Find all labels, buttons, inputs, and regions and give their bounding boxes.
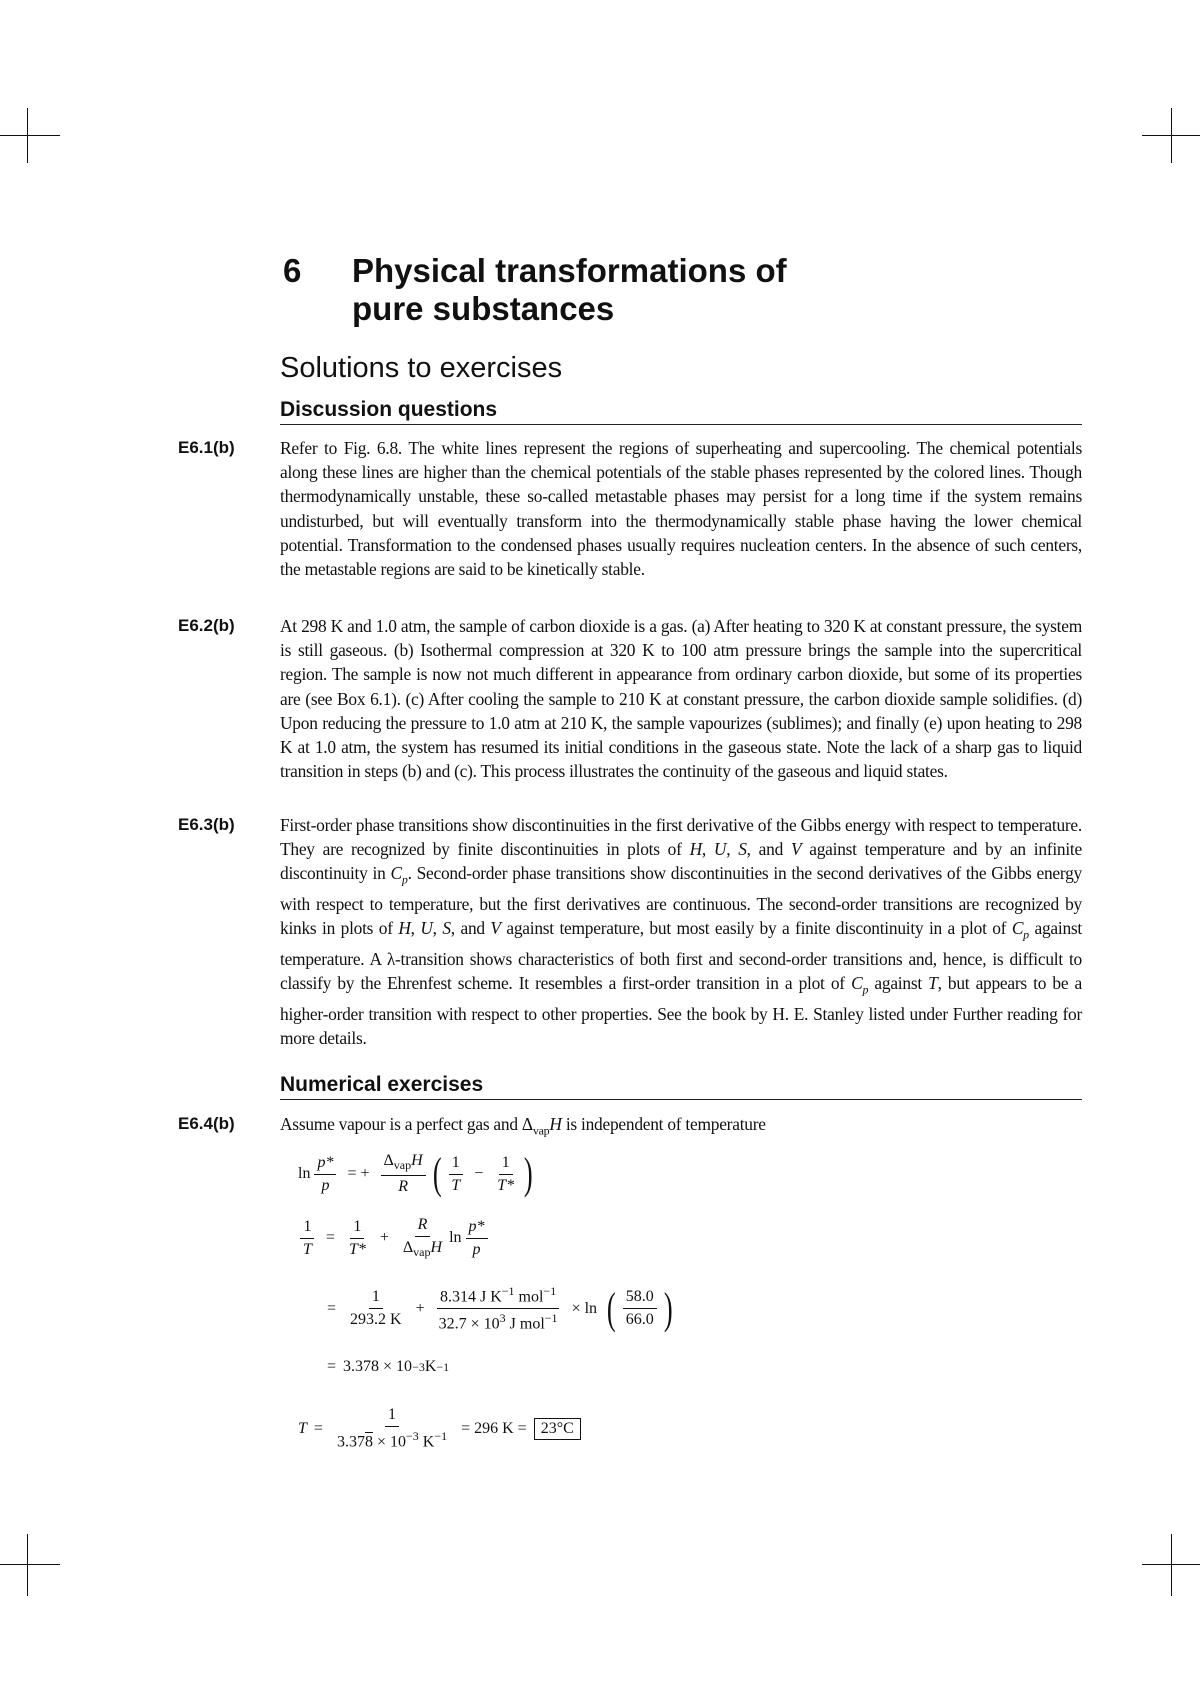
chapter-title-line-2: pure substances: [352, 290, 615, 327]
exercise-label: E6.2(b): [178, 616, 235, 635]
chapter-title: [352, 252, 912, 328]
boxed-answer: 23°C: [534, 1418, 581, 1440]
crop-mark-top-left: [0, 108, 110, 218]
discussion-questions-heading: Discussion questions: [280, 398, 1082, 425]
chapter-title-line-1: Physical transformations of: [352, 252, 787, 289]
crop-mark-bottom-left: [0, 1534, 110, 1644]
exercise-text: Refer to Fig. 6.8. The white lines represent the regions of superheating and supercooling. The chemical potentials along these lines are higher than the chemical potentials of the stable phases represented by the colored lines. Though thermodynamically unstable, these so-called metastable phases may persist for a long time if the system remains undisturbed, but will eventually transform into the thermodynamically stable phase having the lower chemical potential. Transformation to the condensed phases usually requires nucleation centers. In the absence of such centers, the metastable regions are said to be kinetically stable.: [280, 438, 1082, 580]
exercise-text: At 298 K and 1.0 atm, the sample of carbon dioxide is a gas. (a) After heating to 320 K at constant pressure, the system is still gaseous. (b) Isothermal compression at 320 K to 100 atm pressure brings the sample into the supercritical region. The sample is now not much different in appearance from ordinary carbon dioxide, but some of its properties are (see Box 6.1). (c) After cooling the sample to 210 K at constant pressure, the carbon dioxide sample solidifies. (d) Upon reducing the pressure to 1.0 atm at 210 K, the sample vapourizes (sublimes); and finally (e) upon heating to 298 K at 1.0 atm, the system has resumed its initial conditions in the gaseous state. Note the lack of a sharp gas to liquid transition in steps (b) and (c). This process illustrates the continuity of the gaseous and liquid states.: [280, 616, 1082, 782]
crop-mark-top-right: [1142, 108, 1200, 218]
equation-3: = $\frac{1}{293.2 K}$ + $\frac{8.314 J K^{-1} mol^{-1}}{32.7 \times 10^3 J mol^{-1}}$ × ln ( $\frac{58.0}{66.0}$ ): [327, 1283, 673, 1333]
equation-4: = 3.378 × 10 −3 K −1: [327, 1358, 450, 1375]
exercise-text: Assume vapour is a perfect gas and $\Delta_{vap}H$ is independent of temperature: [280, 1114, 766, 1138]
crop-mark-bottom-right: [1142, 1534, 1200, 1644]
equation-2: $\frac{1}{T}$ = $\frac{1}{T*}$ + $\frac{R}{\Delta_{vap}H}$ ln $\frac{p*}{p}$: [296, 1216, 492, 1260]
solutions-heading: Solutions to exercises: [280, 352, 563, 384]
exercise-label: E6.3(b): [178, 815, 235, 834]
exercise-label: E6.1(b): [178, 438, 235, 457]
equation-1: ln $\frac{p*}{p}$ = + $\frac{\Delta_{vap}H}{R}$ ( $\frac{1}{T}$ − $\frac{1}{T*}$ ): [298, 1149, 533, 1199]
equation-5: T = $\frac{1}{3.378 \times 10^{-3} K^{-1}}$ = 296 K = 23°C: [298, 1406, 581, 1451]
exercise-label: E6.4(b): [178, 1114, 235, 1133]
exercise-text: First-order phase transitions show discontinuities in the first derivative of the Gibbs energy with respect to temperature. They are recognized by finite discontinuities in plots of H, U, S, and V against temperature and by an infinite discontinuity in $C_p$. Second-order phase transitions show discontinuities in the second derivatives of the Gibbs energy with respect to temperature, but the first derivatives are continuous. The second-order transitions are recognized by kinks in plots of H, U, S, and V against temperature, but most easily by a finite discontinuity in a plot of $C_p$ against temperature. A λ-transition shows characteristics of both first and second-order transitions and, hence, is difficult to classify by the Ehrenfest scheme. It resembles a first-order transition in a plot of $C_p$ against T, but appears to be a higher-order transition with respect to other properties. See the book by H. E. Stanley listed under Further reading for more details.: [280, 815, 1083, 1049]
chapter-number: 6: [283, 252, 302, 289]
numerical-exercises-heading: Numerical exercises: [280, 1073, 1082, 1100]
